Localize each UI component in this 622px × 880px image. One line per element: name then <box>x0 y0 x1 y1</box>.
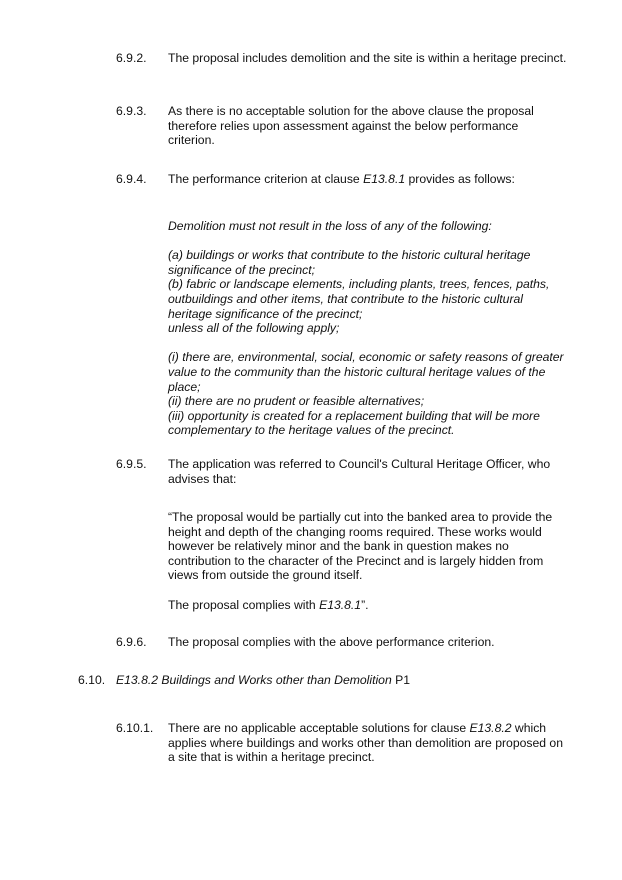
text-part: The proposal complies with <box>168 597 320 612</box>
clause-text: The proposal includes demolition and the site is within a heritage precinct. <box>168 51 567 65</box>
clause-text <box>168 721 568 765</box>
text-part: ”. <box>361 597 369 612</box>
clause-text <box>168 172 568 187</box>
clause-reference: E13.8.2 <box>469 721 512 735</box>
clause-number: 6.9.6. <box>116 635 147 649</box>
criterion-item-a: (a) buildings or works that contribute to the historic cultural heritage significance of the precinct; <box>168 248 531 277</box>
clause-text: The proposal complies with the above performance criterion. <box>168 635 495 649</box>
criterion-item-b: (b) fabric or landscape elements, including plants, trees, fences, paths, outbuildings and other items, that contribute to the historic cultural heritage significance of the precinct; <box>168 277 550 321</box>
clause-text: The application was referred to Council's Cultural Heritage Officer, who advises that: <box>168 457 551 486</box>
clause-number: 6.10.1. <box>116 721 154 735</box>
section-title-suffix: P1 <box>391 673 411 687</box>
section-number: 6.10. <box>78 673 106 687</box>
clause-reference: E13.8.1 <box>319 597 362 612</box>
clause-number: 6.9.4. <box>116 172 147 186</box>
heritage-officer-quote <box>168 510 568 612</box>
quote-complies <box>168 598 568 613</box>
text-part: provides as follows: <box>405 172 515 186</box>
performance-criterion <box>168 219 568 438</box>
criterion-unless: unless all of the following apply; <box>168 321 340 336</box>
criterion-item-ii: (ii) there are no prudent or feasible alternatives; <box>168 394 425 409</box>
quote-text: “The proposal would be partially cut into the banked area to provide the height and depth of the changing rooms required. These works would however be relatively minor and the bank in question makes no contribution to the character of the Precinct and is largely hidden from views from outside the ground itself. <box>168 510 553 583</box>
text-part: which applies where buildings and works other than demolition are proposed on a site that is within a heritage precinct. <box>168 721 563 765</box>
section-title <box>116 673 568 688</box>
criterion-intro: Demolition must not result in the loss of any of the following: <box>168 219 492 233</box>
clause-number: 6.9.3. <box>116 104 147 118</box>
clause-reference: E13.8.1 <box>363 172 406 186</box>
clause-number: 6.9.5. <box>116 457 147 471</box>
criterion-item-iii: (iii) opportunity is created for a replacement building that will be more complementary to the heritage values of the precinct. <box>168 408 540 438</box>
criterion-item-i: (i) there are, environmental, social, economic or safety reasons of greater value to the community than the historic cultural heritage values of the place; <box>168 350 564 394</box>
section-title-italic: E13.8.2 Buildings and Works other than Demolition <box>116 673 392 687</box>
clause-text: As there is no acceptable solution for the above clause the proposal therefore relies upon assessment against the below performance criterion. <box>168 104 534 148</box>
text-part: The performance criterion at clause <box>168 172 364 186</box>
text-part: There are no applicable acceptable solutions for clause <box>168 721 470 735</box>
clause-number: 6.9.2. <box>116 51 147 65</box>
